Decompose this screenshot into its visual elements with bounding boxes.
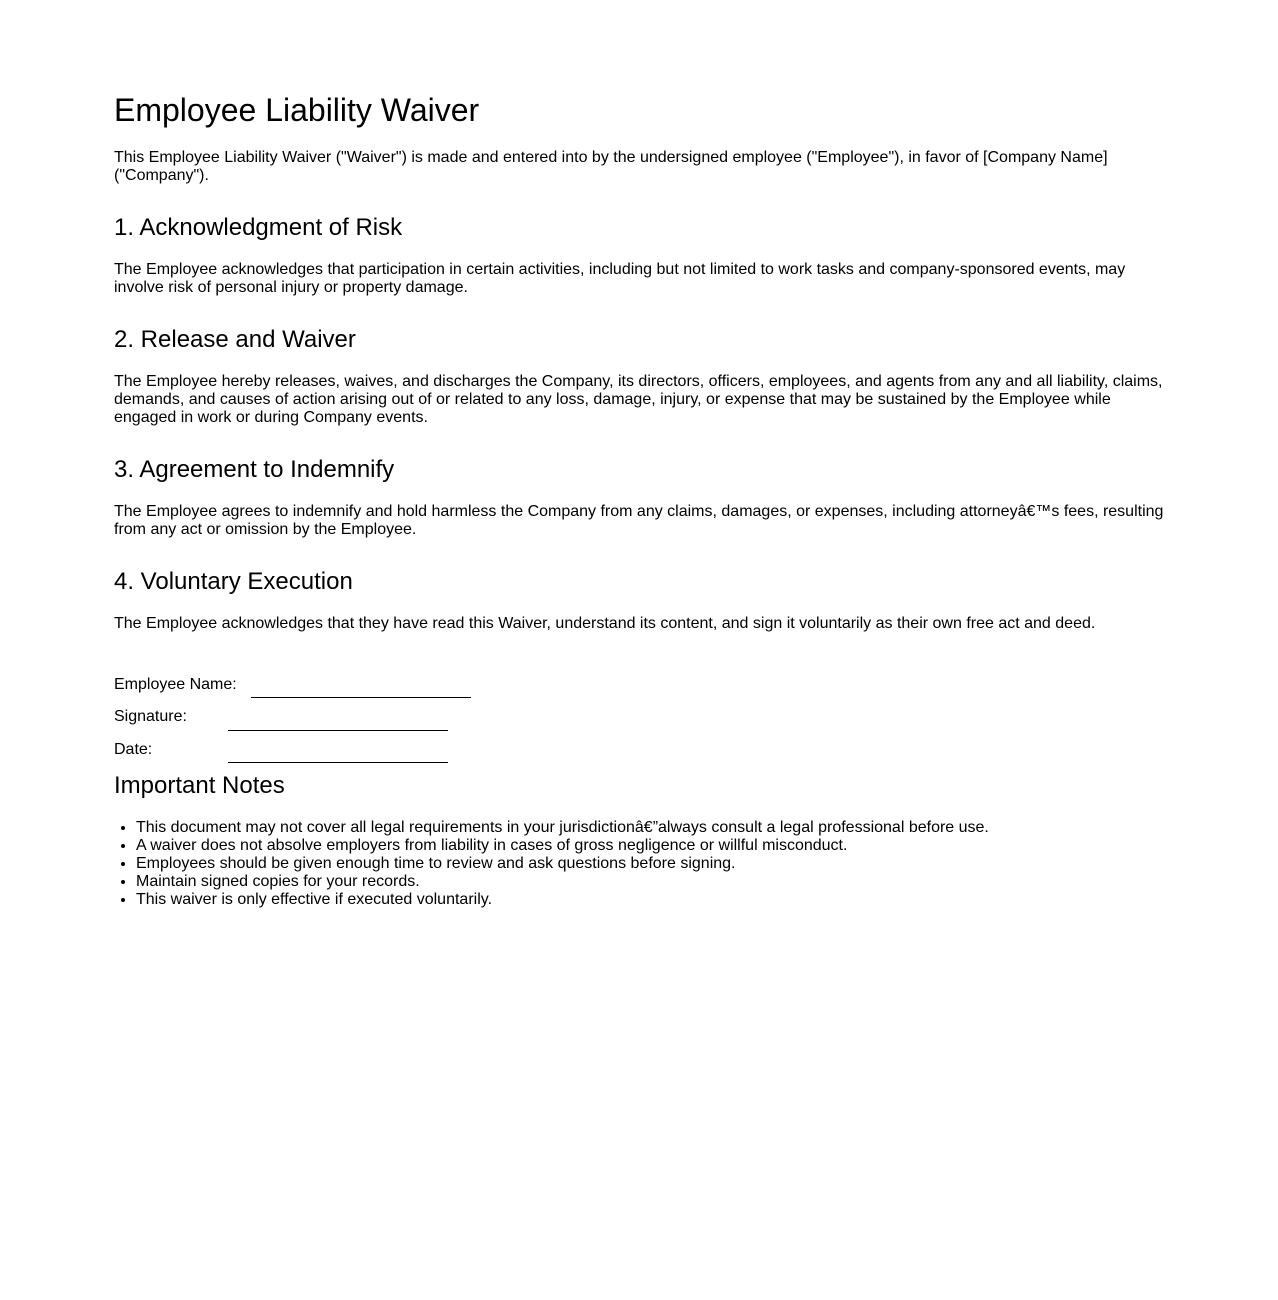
- date-label: Date:: [114, 741, 153, 758]
- signature-label: Signature:: [114, 708, 187, 725]
- section-body-indemnify: The Employee agrees to indemnify and hold harmless the Company from any claims, damages, or expenses, including attorneyâ€™s fees, resulting from any act or omission by the Employee.: [114, 503, 1164, 538]
- document-title: Employee Liability Waiver: [114, 92, 480, 128]
- section-body-release: The Employee hereby releases, waives, and discharges the Company, its directors, officers, employees, and agents from any and all liability, claims, demands, and causes of action arising out of or related to any loss, damage, injury, or expense that may be sustained by the Employee while engaged in work or during Company events.: [114, 373, 1163, 426]
- list-item: • A waiver does not absolve employers from liability in cases of gross negligence or willful misconduct.: [136, 837, 1166, 855]
- list-item: • This waiver is only effective if executed voluntarily.: [136, 891, 1166, 909]
- section-body-voluntary: The Employee acknowledges that they have read this Waiver, understand its content, and sign it voluntarily as their own free act and deed.: [114, 615, 1096, 632]
- list-item: • This document may not cover all legal requirements in your jurisdictionâ€”always consult a legal professional before use.: [136, 819, 1166, 837]
- signature-line[interactable]: [228, 730, 448, 731]
- date-line[interactable]: [228, 762, 448, 763]
- section-heading-acknowledgment: 1. Acknowledgment of Risk: [114, 214, 403, 241]
- section-heading-indemnify: 3. Agreement to Indemnify: [114, 456, 395, 483]
- list-item: • Maintain signed copies for your records.: [136, 873, 1166, 891]
- notes-heading: Important Notes: [114, 772, 285, 799]
- section-body-acknowledgment: The Employee acknowledges that participation in certain activities, including but not limited to work tasks and company-sponsored events, may involve risk of personal injury or property damage.: [114, 261, 1126, 296]
- intro-paragraph: This Employee Liability Waiver ("Waiver") is made and entered into by the undersigned employee ("Employee"), in favor of [Company Name] ("Company").: [114, 149, 1108, 184]
- notes-list: [114, 819, 1166, 909]
- section-heading-release: 2. Release and Waiver: [114, 326, 356, 353]
- employee-name-line[interactable]: [251, 697, 471, 698]
- section-heading-voluntary: 4. Voluntary Execution: [114, 568, 353, 595]
- employee-name-label: Employee Name:: [114, 676, 237, 693]
- list-item: • Employees should be given enough time to review and ask questions before signing.: [136, 855, 1166, 873]
